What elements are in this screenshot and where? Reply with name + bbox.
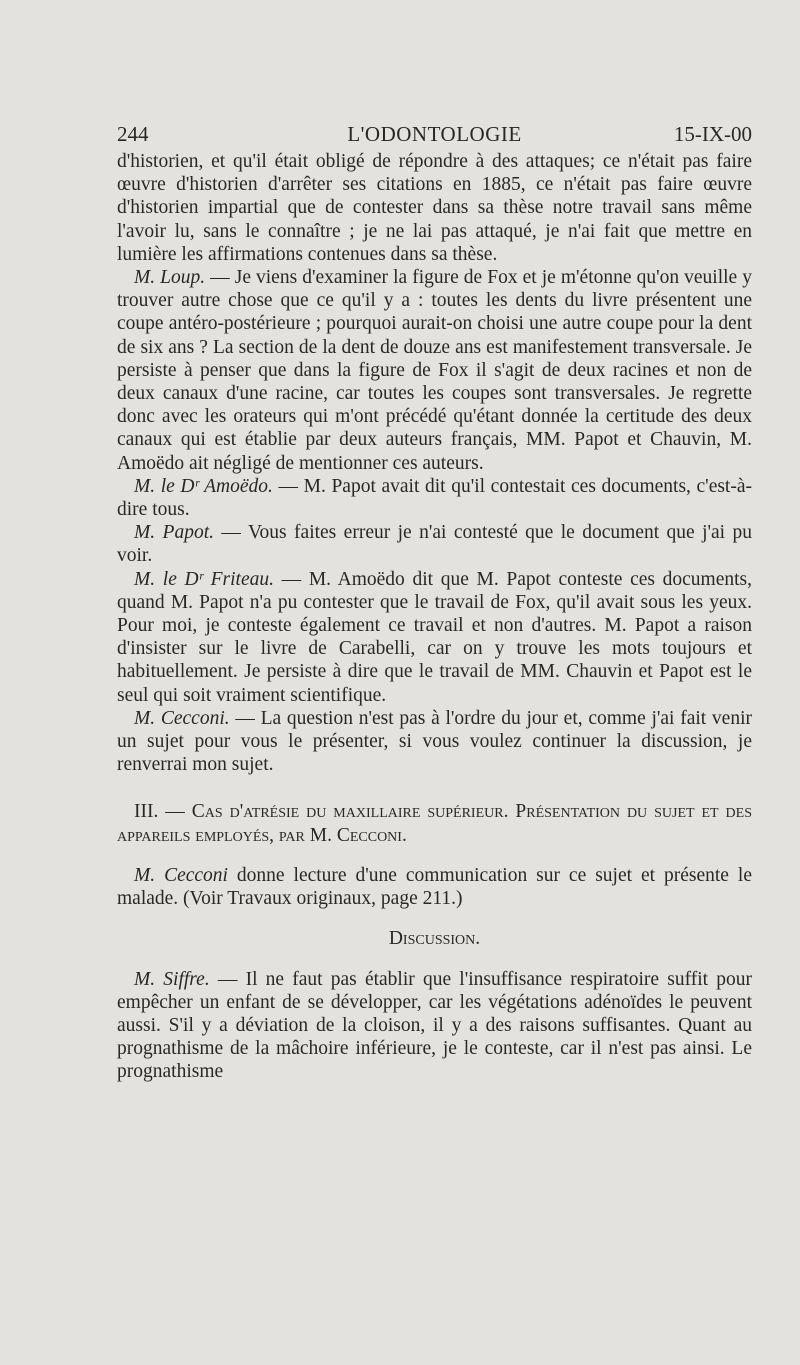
- speech-text: — La question n'est pas à l'ordre du jour et, comme j'ai fait venir un sujet pour vous le présenter, si vous voulez continuer la discussion, je renverrai mon sujet.: [117, 707, 752, 776]
- speaker-name: M. Siffre.: [134, 968, 210, 990]
- speaker-name: M. Papot.: [134, 522, 214, 544]
- page-body: [117, 150, 752, 1084]
- speech-papot: [117, 521, 752, 567]
- discussion-heading: Discussion.: [388, 928, 481, 950]
- running-title: L'ODONTOLOGIE: [347, 122, 522, 146]
- speech-text: — Je viens d'examiner la figure de Fox et je m'étonne qu'on veuille y trouver autre chose que ce qu'il y a : toutes les dents du livre présentent une coupe antéro-postérieure ; pourquoi aurait-on choisi une autre coupe pour la dent de six ans ? La section de la dent de douze ans est manifestement transversale. Je persiste à penser que dans la figure de Fox il s'agit de deux racines et non de deux canaux d'une racine, car toutes les coupes sont transversales. Je regrette donc avec les orateurs qui m'ont précédé qu'étant donnée la certitude des deux canaux qui est établie par deux auteurs français, MM. Papot et Chauvin, M. Amoëdo ait négligé de mentionner ces auteurs.: [117, 267, 752, 474]
- communication-text: donne lecture d'une communication sur ce sujet et présente le malade. (Voir Travaux originaux, page 211.): [117, 864, 752, 910]
- page-number: 244: [117, 122, 149, 146]
- running-header: [117, 122, 752, 152]
- speaker-name: M. Loup.: [134, 267, 206, 289]
- speech-text: — Il ne faut pas établir que l'insuffisance respiratoire suffit pour empêcher un enfant de se développer, car les végétations adénoïdes le peuvent aussi. S'il y a déviation de la cloison, il y a des raisons suffisantes. Quant au prognathisme de la mâchoire inférieure, je le conteste, car il n'est pas ainsi. Le prognathisme: [117, 968, 752, 1083]
- speech-amoedo: [117, 475, 752, 521]
- speaker-name: M. Cecconi.: [134, 707, 230, 729]
- section-title: III. — Cas d'atrésie du maxillaire supérieur. Présentation du sujet et des appareils employés, par M. Cecconi.: [117, 801, 752, 846]
- speaker-name: M. le Dʳ Amoëdo.: [134, 475, 273, 497]
- speaker-name: M. Cecconi: [134, 864, 228, 886]
- cecconi-communication: [117, 864, 752, 910]
- speech-loup: [117, 266, 752, 475]
- speaker-name: M. le Dʳ Friteau.: [134, 568, 274, 590]
- opening-paragraph: d'historien, et qu'il était obligé de répondre à des attaques; ce n'était pas faire œuvre d'historien d'arrêter ses citations en 1885, ce n'était pas faire œuvre d'historien impartial que de contester dans sa thèse notre travail sans même l'avoir lu, sans le connaître ; je ne lai pas attaqué, je n'ai fait que mettre en lumière les affirmations contenues dans sa thèse.: [117, 151, 752, 265]
- issue-date: 15-IX-00: [673, 122, 752, 146]
- speech-text: — M. Papot avait dit qu'il contestait ces documents, c'est-à-dire tous.: [117, 475, 752, 521]
- speech-friteau: [117, 568, 752, 707]
- speech-text: — M. Amoëdo dit que M. Papot conteste ces documents, quand M. Papot n'a pu contester que le travail de Fox, qu'il avait sous les yeux. Pour moi, je conteste également ce travail et non d'autres. M. Papot a raison d'insister sur le livre de Carabelli, car on y trouve les mots toujours et habituellement. Je persiste à dire que le travail de MM. Chauvin et Papot est le seul qui soit vraiment scientifique.: [117, 568, 752, 706]
- speech-siffre: [117, 968, 752, 1084]
- speech-cecconi: [117, 707, 752, 777]
- speech-text: — Vous faites erreur je n'ai contesté que le document que j'ai pu voir.: [117, 522, 753, 567]
